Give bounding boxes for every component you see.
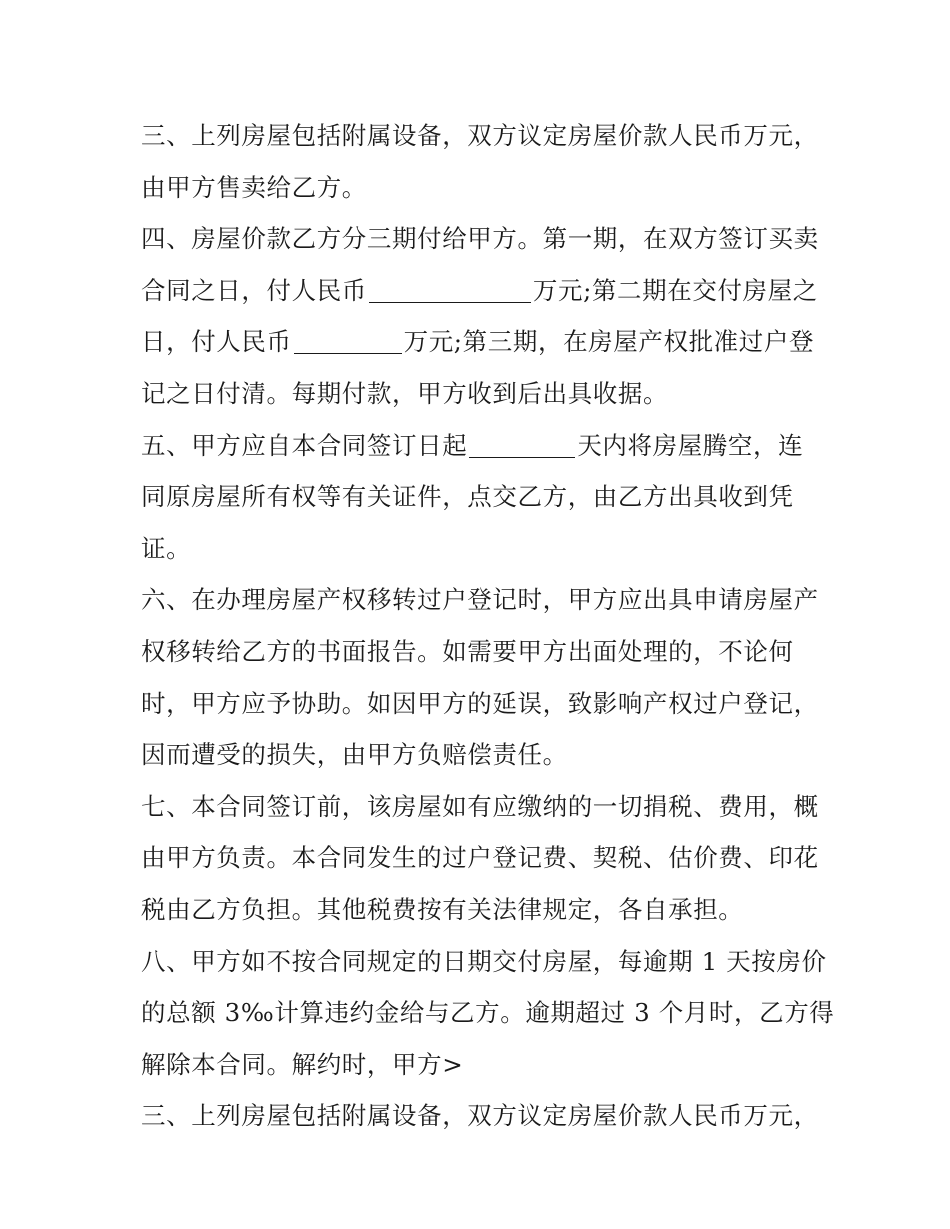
clause-3-repeat-line-1: 三、上列房屋包括附属设备，双方议定房屋价款人民币万元， bbox=[141, 1101, 819, 1131]
clause-5-line-1 bbox=[141, 420, 831, 472]
clause-4-line-3-text-b: 万元;第三期，在房屋产权批准过户登 bbox=[403, 327, 815, 357]
clause-4-line-1: 四、房屋价款乙方分三期付给甲方。第一期，在双方签订买卖 bbox=[141, 224, 819, 254]
second-payment-blank bbox=[294, 323, 402, 354]
clause-7-line-1: 七、本合同签订前，该房屋如有应缴纳的一切捐税、费用，概 bbox=[141, 791, 819, 821]
vacate-days-blank bbox=[469, 427, 575, 458]
clause-4-line-3-text-a: 日，付人民币 bbox=[141, 327, 292, 357]
clause-8-line-2: 的总额 3‰计算违约金给与乙方。逾期超过 3 个月时，乙方得 bbox=[141, 998, 835, 1028]
clause-3-line-1: 三、上列房屋包括附属设备，双方议定房屋价款人民币万元， bbox=[141, 121, 819, 150]
clause-5-line-1-text-b: 天内将房屋腾空，连 bbox=[577, 430, 804, 460]
clause-6-line-1: 六、在办理房屋产权移转过户登记时，甲方应出具申请房屋产 bbox=[141, 585, 819, 615]
clause-5-line-2: 同原房屋所有权等有关证件，点交乙方，由乙方出具收到凭 bbox=[141, 482, 794, 512]
clause-5-line-1-text-a: 五、甲方应自本合同签订日起 bbox=[141, 430, 468, 460]
clause-6-line-3: 时，甲方应予协助。如因甲方的延误，致影响产权过户登记， bbox=[141, 688, 819, 718]
clause-4-line-4: 记之日付清。每期付款，甲方收到后出具收据。 bbox=[141, 378, 669, 408]
clause-8-line-1: 八、甲方如不按合同规定的日期交付房屋，每逾期 1 天按房价 bbox=[141, 946, 827, 976]
clause-4-line-2-text-a: 合同之日，付人民币 bbox=[141, 275, 367, 305]
clause-4-line-2 bbox=[141, 265, 831, 317]
clause-5-line-3: 证。 bbox=[141, 533, 192, 563]
clause-7-line-2: 由甲方负责。本合同发生的过户登记费、契税、估价费、印花 bbox=[141, 843, 819, 873]
clause-4-line-3 bbox=[141, 316, 831, 368]
clause-4-line-2-text-b: 万元;第二期在交付房屋之 bbox=[532, 275, 818, 305]
first-payment-blank bbox=[369, 272, 531, 303]
contract-body bbox=[141, 110, 835, 1142]
clause-6-line-4: 因而遭受的损失，由甲方负赔偿责任。 bbox=[141, 740, 568, 770]
clause-8-line-3: 解除本合同。解约时，甲方> bbox=[141, 1049, 464, 1079]
clause-6-line-2: 权移转给乙方的书面报告。如需要甲方出面处理的，不论何 bbox=[141, 636, 794, 666]
clause-7-line-3: 税由乙方负担。其他税费按有关法律规定，各自承担。 bbox=[141, 894, 744, 924]
clause-3-line-2: 由甲方售卖给乙方。 bbox=[141, 172, 367, 202]
